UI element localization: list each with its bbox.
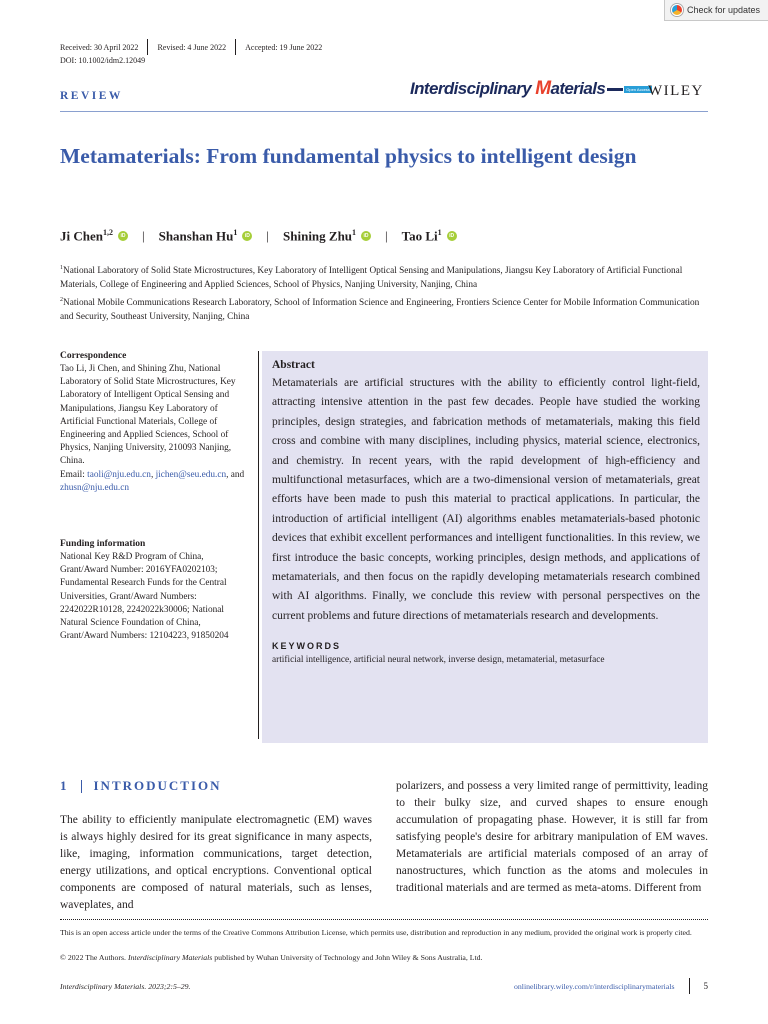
- section-number: 1: [60, 778, 69, 793]
- section-title: INTRODUCTION: [93, 778, 222, 793]
- section-label: REVIEW: [60, 90, 123, 102]
- keywords-heading: KEYWORDS: [272, 641, 342, 652]
- citation: Interdisciplinary Materials. 2023;2:5–29.: [60, 981, 191, 991]
- date-divider: [235, 39, 236, 55]
- affiliation: $^2$National Mobile Communications Research Laboratory, School of Information Science and Engineering, Frontiers Science Center for Mobile Information Communication and Security, Southeast University, Nanjing, China: [60, 297, 700, 322]
- page-footer: [60, 978, 708, 994]
- sidebar-divider: [258, 351, 259, 739]
- author-list: [60, 228, 457, 244]
- author[interactable]: Shining Zhu$^1$: [283, 228, 357, 244]
- check-for-updates-label: Check for updates: [687, 5, 761, 15]
- author[interactable]: Tao Li$^1$: [401, 228, 442, 244]
- orcid-icon[interactable]: iD: [447, 231, 457, 241]
- keywords-text: artificial intelligence, artificial neural network, inverse design, metamaterial, metasurface: [272, 655, 605, 666]
- correspondence-block: [60, 350, 250, 495]
- author[interactable]: Ji Chen$^{1,2}$: [60, 228, 113, 244]
- orcid-icon[interactable]: iD: [361, 231, 371, 241]
- email-link[interactable]: zhusn@nju.edu.cn: [60, 482, 129, 493]
- section-heading: [60, 778, 222, 794]
- page-number: 5: [703, 981, 708, 991]
- abstract-text: Metamaterials are artificial structures with the ability to efficiently control light-field, attracting intensive attention in the past few decades. People have studied the working principles, design strategies, and fabrication methods of metamaterials, making this field cross and combine with many disciplines, including physics, material science, electronics, and chemistry. In recent years, with the rapid development of high-efficiency and multifunctional metasurfaces, which are a two-dimensional version of metamaterials, great efforts have been made to push this material to practical applications. In particular, the introduction of artificial intelligent (AI) algorithms enables metamaterials-based photonic devices that exhibit excellent performances and intelligent functionalities. In this review, we first introduce the basic concepts, working principles, design methods, and applications of metamaterials, and then focus on the rapidly developing metamaterials research combined with AI algorithms. Finally, we conclude this review with personal perspectives on the current problems and future directions of metamaterials research and developments.: [272, 377, 700, 622]
- accepted-date: Accepted: 19 June 2022: [245, 42, 323, 52]
- funding-text: National Key R&D Program of China, Grant/Award Number: 2016YFA0202103; Fundamental Research Funds for the Central Universities, Grant/Award Numbers: 2242022R10128, 2242022k30006; National Natural Science Foundation of China, Grant/Award Numbers: 12104223, 91850204: [60, 552, 229, 642]
- abstract-box: [262, 351, 708, 743]
- revised-date: Revised: 4 June 2022: [157, 42, 227, 52]
- check-for-updates-button[interactable]: [664, 0, 768, 21]
- publisher-logo: WILEY: [648, 83, 704, 99]
- email-link[interactable]: jichen@seu.edu.cn: [155, 469, 227, 480]
- journal-logo-bar: [607, 88, 623, 91]
- date-divider: [147, 39, 148, 55]
- article-title: Metamaterials: From fundamental physics to intelligent design: [60, 144, 637, 168]
- funding-heading: Funding information: [60, 539, 146, 549]
- section-heading-divider: [81, 780, 82, 793]
- footnote-rule: [60, 919, 708, 920]
- journal-logo: [410, 78, 652, 100]
- journal-url-link[interactable]: onlinelibrary.wiley.com/r/interdisciplinarymaterials: [513, 981, 675, 991]
- license-text: This is an open access article under the terms of the Creative Commons Attribution License, which permits use, distribution and reproduction in any medium, provided the original work is properly cited.: [60, 928, 692, 937]
- abstract-heading: Abstract: [272, 359, 315, 371]
- author-separator: |: [141, 228, 145, 244]
- funding-block: [60, 538, 250, 643]
- article-dates: [60, 39, 322, 55]
- correspondence-heading: Correspondence: [60, 351, 127, 361]
- email-link[interactable]: taoli@nju.edu.cn: [87, 469, 151, 480]
- orcid-icon[interactable]: iD: [118, 231, 128, 241]
- doi: DOI: 10.1002/idm2.12049: [60, 56, 146, 65]
- journal-logo-text: Interdisciplinary Materials: [410, 78, 606, 99]
- header-rule: [60, 111, 708, 112]
- author[interactable]: Shanshan Hu$^1$: [158, 228, 238, 244]
- body-text-right: polarizers, and possess a very limited range of permittivity, leading to their bulky size, and curved shapes to ensure enough accumulation of propagating phase. However, it is still far from satisfying people's desire for arbitrary manipulation of EM waves. Metamaterials are artificial materials composed of an array of nanostructures, which function as the atoms and molecules in traditional materials and are termed as meta-atoms. Different from: [396, 780, 708, 894]
- received-date: Received: 30 April 2022: [60, 42, 139, 52]
- body-text-left: The ability to efficiently manipulate electromagnetic (EM) waves is always highly desired for its great significance in many aspects, like, imaging, information communications, target detection, energy utilizations, and optical encryptions. Conventional optical components are composed of natural materials, such as lenses, waveplates, and: [60, 814, 372, 911]
- author-separator: |: [266, 228, 270, 244]
- orcid-icon[interactable]: iD: [242, 231, 252, 241]
- copyright-text: © 2022 The Authors. Interdisciplinary Materials published by Wuhan University of Technology and John Wiley & Sons Australia, Ltd.: [60, 953, 483, 962]
- correspondence-text: Tao Li, Ji Chen, and Shining Zhu, National Laboratory of Solid State Microstructures, Key Laboratory of Intelligent Optical Sensing and Manipulations, Jiangsu Key Laboratory of Artificial Functional Materials, College of Engineering and Applied Sciences, School of Physics, Nanjing University, 210093 Nanjing, China. Email: taoli@nju.edu.cn, jichen@seu.edu.cn, and zhusn@nju.edu.cn: [60, 364, 245, 493]
- crossmark-icon: [671, 4, 683, 16]
- author-separator: |: [385, 228, 388, 244]
- affiliation: $^1$National Laboratory of Solid State Microstructures, Key Laboratory of Intelligent Optical Sensing and Manipulations, Jiangsu Key Laboratory of Artificial Functional Materials, College of Engineering and Applied Sciences, School of Physics, Nanjing University, Nanjing, China: [60, 265, 683, 290]
- open-access-tag: Open Access: [626, 86, 650, 92]
- footer-divider: [689, 978, 690, 994]
